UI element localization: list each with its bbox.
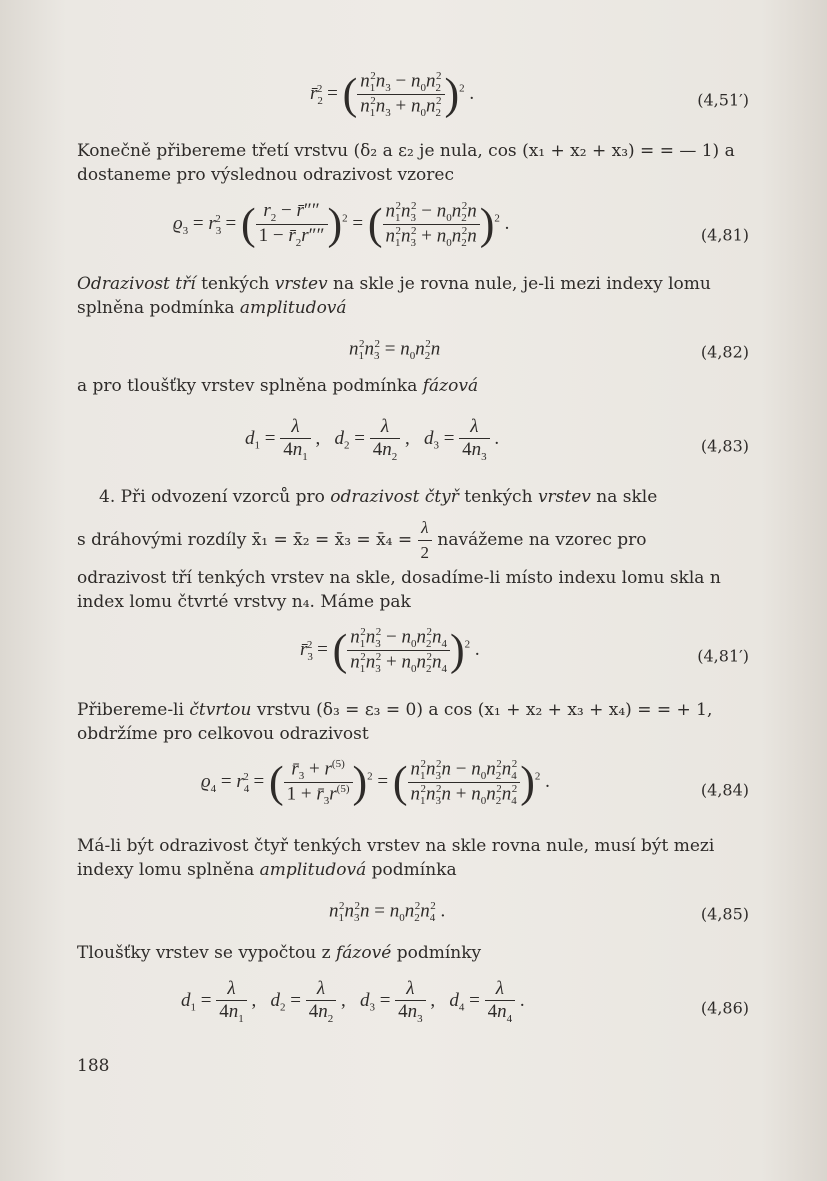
equation-number: (4,81)	[700, 225, 749, 245]
text-run: Má-li být odrazivost čtyř tenkých vrstev na skle rovna nule, musí být mezi indexy lomu splněna	[77, 836, 715, 880]
paragraph-phase-condition	[77, 374, 749, 398]
text-run: Tloušťky vrstev se vypočtou z	[77, 943, 336, 963]
text-run: na skle je rovna nule, je-li mezi indexy lomu splněna podmínka	[77, 274, 711, 318]
paragraph-thickness	[77, 941, 749, 965]
italic-term: amplitudová	[239, 298, 347, 318]
text-run: Přibereme-li	[77, 700, 190, 720]
paragraph-four-layers	[77, 485, 749, 509]
equation-4-81-prime: $r̄_3^2$ = ( $\frac{n_1^2n_3^2 - n_0n_2^2n_4}{n_1^2n_3^2 + n_0n_2^2n_4}$ )$^2$ . (4,81′)	[300, 625, 749, 676]
text-run: s dráhovými rozdíly x̄₁ = x̄₂ = x̄₃ = x̄₄ =	[77, 530, 418, 550]
paragraph-third-layer: Konečně přibereme třetí vrstvu (δ₂ a ε₂ je nula, cos (x₁ + x₂ + x₃) = = — 1) a dostaneme pro výslednou odrazivost vzorec	[77, 141, 735, 185]
italic-term: čtvrtou	[189, 700, 252, 720]
italic-term: amplitudová	[259, 860, 367, 880]
italic-term: fázová	[422, 376, 479, 396]
equation-4-83: $d_1$ = $\frac{\lambda}{4n_1}$ , $d_2$ = $\frac{\lambda}{4n_2}$ , $d_3$ = $\frac{\lambda}{4n_3}$ . (4,83)	[245, 416, 749, 463]
text-run: 4. Při odvození vzorců pro	[99, 487, 331, 507]
equation-4-82: $n_1^2n_3^2 = n_0n_2^2n$ (4,82)	[349, 338, 749, 363]
equation-4-51-prime: $r̄_2^2$ = ( $\frac{n_1^2n_3 - n_0n_2^2}{n_1^2n_3 + n_0n_2^2}$ )$^2$ . (4,51′)	[310, 69, 749, 120]
text-run: podmínka	[366, 860, 457, 880]
lambda-half-fraction: $\frac{\lambda}{2}$	[418, 516, 433, 565]
text-run: na skle	[590, 487, 658, 507]
italic-term: vrstev	[537, 487, 591, 507]
equation-number: (4,86)	[700, 998, 749, 1018]
text-run: podmínky	[391, 943, 482, 963]
text-run: navážeme na vzorec pro	[432, 530, 647, 550]
equation-4-84: $ϱ_4 = r_4^2$ = ( $\frac{r̄_3 + r^{(5)}}{1 + r̄_3r^{(5)}}$ )$^2$ = ( $\frac{n_1^2n_3^2n - n_0n_2^2n_4^2}{n_1^2n_3^2n + n_0n_2^2n_4^2}$ )$^2$ . (4,84)	[201, 757, 749, 808]
paragraph-four-layers-zero	[77, 834, 749, 882]
equation-number: (4,51′)	[697, 90, 749, 110]
italic-term: vrstev	[274, 274, 328, 294]
equation-4-86: $d_1$ = $\frac{\lambda}{4n_1}$ , $d_2$ = $\frac{\lambda}{4n_2}$ , $d_3$ = $\frac{\lambda}{4n_3}$ , $d_4$ = $\frac{\lambda}{4n_4}$ . (4,86)	[181, 978, 749, 1025]
italic-term: odrazivost čtyř	[330, 487, 459, 507]
paragraph-path-differences	[77, 516, 749, 560]
equation-4-81: $ϱ_3 = r_3^2$ = ( $\frac{r_2 - r̄''''}{1 - r̄_2r''''}$ )$^2$ = ( $\frac{n_1^2n_3^2 - n_0n_2^2n}{n_1^2n_3^2 + n_0n_2^2n}$ )$^2$ . (4,81)	[173, 199, 749, 250]
paragraph-fourth-layer	[77, 698, 749, 746]
italic-term: fázové	[336, 943, 392, 963]
paragraph-substitute: odrazivost tří tenkých vrstev na skle, dosadíme-li místo indexu lomu skla n index lomu čtvrté vrstvy n₄. Máme pak	[77, 568, 721, 612]
paragraph-three-layers-condition	[77, 272, 749, 320]
italic-term: Odrazivost tří	[77, 274, 196, 294]
text-run: tenkých	[195, 274, 275, 294]
equation-number: (4,84)	[700, 780, 749, 800]
text-run: tenkých	[458, 487, 538, 507]
equation-4-85: $n_1^2n_3^2n = n_0n_2^2n_4^2$ . (4,85)	[329, 900, 749, 925]
text-run: vrstvu (δ₃ = ε₃ = 0) a cos (x₁ + x₂ + x₃ + x₄) = = + 1, obdržíme pro celkovou odrazivost	[77, 700, 713, 744]
text-run: a pro tloušťky vrstev splněna podmínka	[77, 376, 423, 396]
equation-number: (4,83)	[700, 436, 749, 456]
page-number: 188	[77, 1056, 110, 1076]
equation-number: (4,85)	[700, 904, 749, 924]
equation-number: (4,82)	[700, 342, 749, 362]
equation-number: (4,81′)	[697, 646, 749, 666]
